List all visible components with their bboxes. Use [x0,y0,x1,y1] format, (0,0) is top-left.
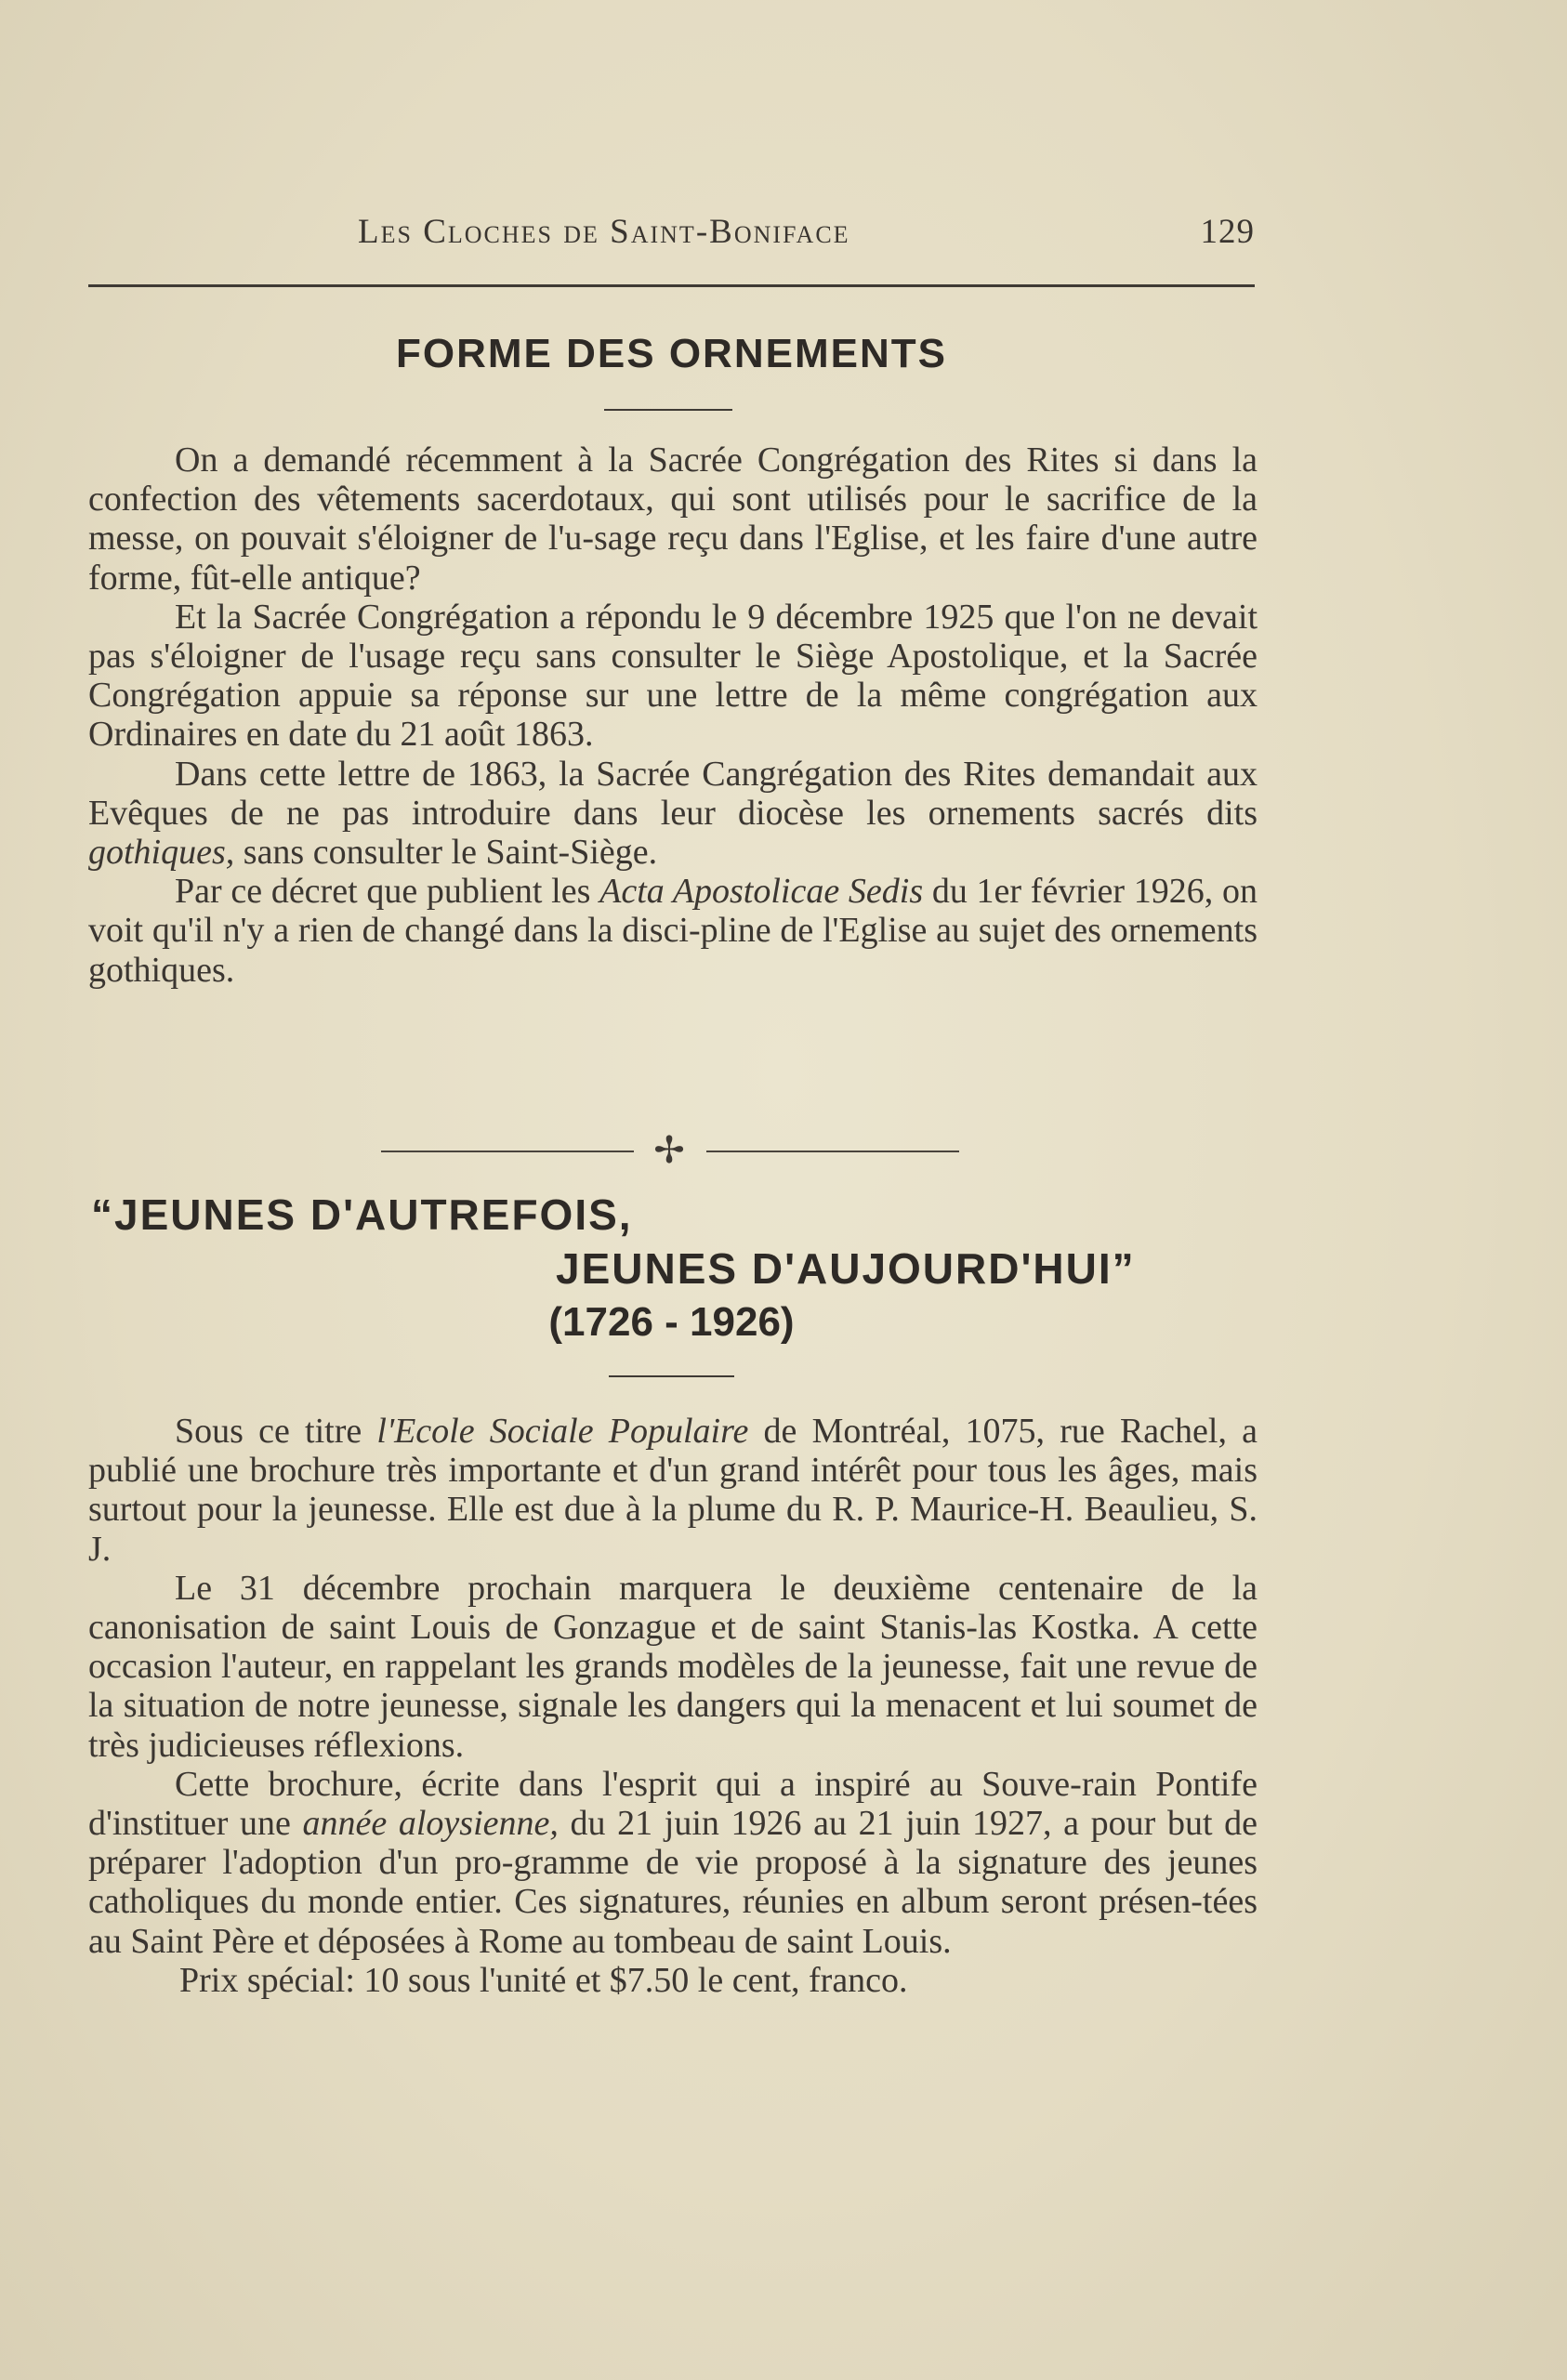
article-title-line2: JEUNES D'AUJOURD'HUI” [556,1244,1136,1293]
paragraph: Sous ce titre l'Ecole Sociale Populaire de Montréal, 1075, rue Rachel, a publié une brochure très importante et d'un grand intérêt pour tous les âges, mais surtout pour la jeunesse. Elle est due à la plume du R. P. Maurice-H. Beaulieu, S. J. [88,1412,1258,1569]
italic-text: l'Ecole Sociale Populaire [376,1412,749,1451]
cross-ornament-icon: ✢ [653,1129,685,1171]
paragraph: Par ce décret que publient les Acta Apostolicae Sedis du 1er février 1926, on voit qu'il n'y a rien de changé dans la disci-pline de l'Eglise au sujet des ornements gothiques. [88,872,1258,990]
paragraph: Cette brochure, écrite dans l'esprit qui a inspiré au Souve-rain Pontife d'instituer une année aloysienne, du 21 juin 1926 au 21 juin 1927, a pour but de préparer l'adoption d'un pro-gramme de vie proposé à la signature des jeunes catholiques du monde entier. Ces signatures, réunies en album seront présen-tées au Saint Père et déposées à Rome au tombeau de saint Louis. [88,1764,1258,1961]
running-head-title: Les Cloches de Saint-Boniface [358,213,850,251]
article-title-line1: “JEUNES D'AUTREFOIS, [91,1190,633,1239]
paragraph: Et la Sacrée Congrégation a répondu le 9 décembre 1925 que l'on ne devait pas s'éloigner de l'usage reçu sans consulter le Siège Apostolique, et la Sacrée Congrégation appuie sa réponse sur une lettre de la même congrégation aux Ordinaires en date du 21 août 1863. [88,597,1258,755]
article-title-dates: (1726 - 1926) [548,1299,795,1345]
paragraph: On a demandé récemment à la Sacrée Congrégation des Rites si dans la confection des vêtements sacerdotaux, qui sont utilisés pour le sacrifice de la messe, on pouvait s'éloigner de l'u-sage reçu dans l'Eglise, et les faire d'une autre forme, fût-elle antique? [88,440,1258,598]
separator-rule-left [381,1151,634,1152]
italic-text: Acta Apostolicae Sedis [599,872,924,912]
page-number: 129 [1200,213,1255,251]
paragraph: Prix spécial: 10 sous l'unité et $7.50 le cent, franco. [179,1960,908,2000]
italic-text: année aloysienne, [302,1804,559,1844]
article-title: FORME DES ORNEMENTS [396,331,947,376]
article-body [88,440,1258,990]
title-rule [609,1375,734,1377]
article-body [88,1412,1258,2000]
separator-rule-right [706,1151,959,1152]
header-rule [88,284,1255,287]
italic-text: gothiques, [88,833,235,873]
title-rule [604,409,732,411]
paragraph: Le 31 décembre prochain marquera le deuxième centenaire de la canonisation de saint Louis de Gonzague et de saint Stanis-las Kostka. A cette occasion l'auteur, en rappelant les grands modèles de la jeunesse, fait une revue de la situation de notre jeunesse, signale les dangers qui la menacent et lui soumet de très judicieuses réflexions. [88,1568,1258,1765]
paragraph: Dans cette lettre de 1863, la Sacrée Cangrégation des Rites demandait aux Evêques de ne pas introduire dans leur diocèse les ornements sacrés dits gothiques, sans consulter le Saint-Siège. [88,754,1258,873]
